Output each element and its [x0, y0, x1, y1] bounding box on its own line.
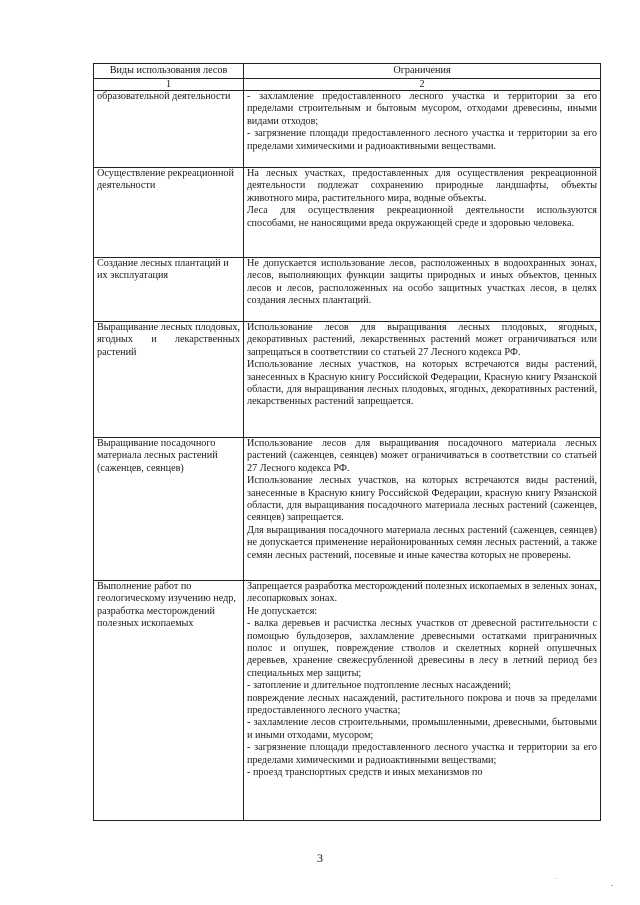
usage-type-cell: образовательной деятельности: [94, 91, 244, 168]
usage-type-cell: Осуществление рекреационной деятельности: [94, 168, 244, 258]
scan-speck: [556, 878, 557, 879]
restriction-paragraph: Использование лесных участков, на которых встречаются виды растений, занесенные в Красную книгу Российской Федерации, красную книгу Рязанской области, для выращивания посадочного материала лесных растений (саженцев, сеянцев) запрещается.: [247, 475, 597, 524]
column-number-row: [94, 79, 601, 91]
restriction-paragraph: - захламление лесов строительными, промышленными, древесными, бытовыми и иными отходами, мусором;: [247, 717, 597, 741]
restriction-paragraph: Для выращивания посадочного материала лесных растений (саженцев, сеянцев) не допускается применение нерайонированных семян лесных растений, а также семян лесных растений, посевные и иные качества которых не проверены.: [247, 524, 597, 561]
restriction-paragraph: - затопление и длительное подтопление лесных насаждений;: [247, 680, 512, 692]
usage-type-cell: Выращивание лесных плодовых, ягодных и лекарственных растений: [94, 322, 244, 438]
restriction-cell: [244, 322, 601, 438]
restriction-paragraph: - загрязнение площади предоставленного лесного участка и территории за его пределами химическими и радиоактивными веществами.: [247, 128, 597, 152]
restriction-paragraph: - проезд транспортных средств и иных механизмов по: [247, 767, 483, 779]
restriction-cell: [244, 91, 601, 168]
restriction-paragraph: - захламление предоставленного лесного участка и территории за его пределами строительным и бытовым мусором, отходами древесины, иными видами отходов;: [247, 91, 597, 127]
table-header-row: [94, 64, 601, 79]
header-restrictions: Ограничения: [244, 64, 601, 79]
restriction-paragraph: Запрещается разработка месторождений полезных ископаемых в зеленых зонах, лесопарковых зонах.: [247, 581, 597, 605]
table-row: [94, 91, 601, 168]
restriction-cell: [244, 438, 601, 581]
table-row: [94, 438, 601, 581]
restriction-paragraph: На лесных участках, предоставленных для осуществления рекреационной деятельности подлежат сохранению природные ландшафты, объекты животного мира, растительного мира, водные объекты.: [247, 168, 597, 204]
table-row: [94, 322, 601, 438]
restriction-paragraph: - загрязнение площади предоставленного лесного участка и территории за его пределами химическими и радиоактивными веществами;: [247, 742, 597, 766]
restriction-paragraph: Леса для осуществления рекреационной деятельности используются способами, не наносящими вреда окружающей среде и здоровью человека.: [247, 205, 597, 229]
restriction-paragraph: - валка деревьев и расчистка лесных участков от древесной растительности с помощью бульдозеров, захламление древесными остатками приграничных полос и опушек, повреждение стволов и скелетных корней опушечных деревьев, хранение свежесрубленной древесины в лесу в летний период без специальных мер защиты;: [247, 618, 597, 679]
restriction-cell: [244, 258, 601, 322]
table-row: [94, 581, 601, 821]
restriction-paragraph: Использование лесов для выращивания лесных плодовых, ягодных, декоративных растений, лекарственных растений может ограничиваться или запрещаться в соответствии со статьей 27 Лесного кодекса РФ.: [247, 322, 597, 358]
usage-type-cell: Создание лесных плантаций и их эксплуатация: [94, 258, 244, 322]
table-row: [94, 258, 601, 322]
restriction-paragraph: Использование лесов для выращивания посадочного материала лесных растений (саженцев, сеянцев) может ограничиваться в соответствии со статьей 27 Лесного кодекса РФ.: [247, 438, 597, 474]
restrictions-table: [93, 63, 601, 821]
restriction-paragraph: Не допускается:: [247, 605, 318, 617]
usage-type-cell: Выполнение работ по геологическому изучению недр, разработка месторождений полезных ископаемых: [94, 581, 244, 821]
scan-speck: [611, 885, 613, 886]
restriction-cell: [244, 581, 601, 821]
header-usage-types: Виды использования лесов: [94, 64, 244, 79]
column-number-1: 1: [94, 79, 244, 91]
restriction-cell: [244, 168, 601, 258]
restriction-paragraph: Не допускается использование лесов, расположенных в водоохранных зонах, лесов, выполняющих функции защиты природных и иных объектов, ценных лесов и лесов, расположенных на особо защитных участках лесов, в целях создания лесных плантаций.: [247, 258, 597, 307]
table-row: [94, 168, 601, 258]
page-number: 3: [317, 851, 323, 865]
column-number-2: 2: [244, 79, 601, 91]
restriction-paragraph: повреждение лесных насаждений, растительного покрова и почв за пределами предоставленного лесного участка;: [247, 692, 597, 717]
restriction-paragraph: Использование лесных участков, на которых встречаются виды растений, занесенных в Красную книгу Российской Федерации, Красную книгу Рязанской области, для выращивания лесных плодовых, ягодных, декоративных растений, лекарственных растений запрещается.: [247, 359, 597, 408]
usage-type-cell: Выращивание посадочного материала лесных растений (саженцев, сеянцев): [94, 438, 244, 581]
